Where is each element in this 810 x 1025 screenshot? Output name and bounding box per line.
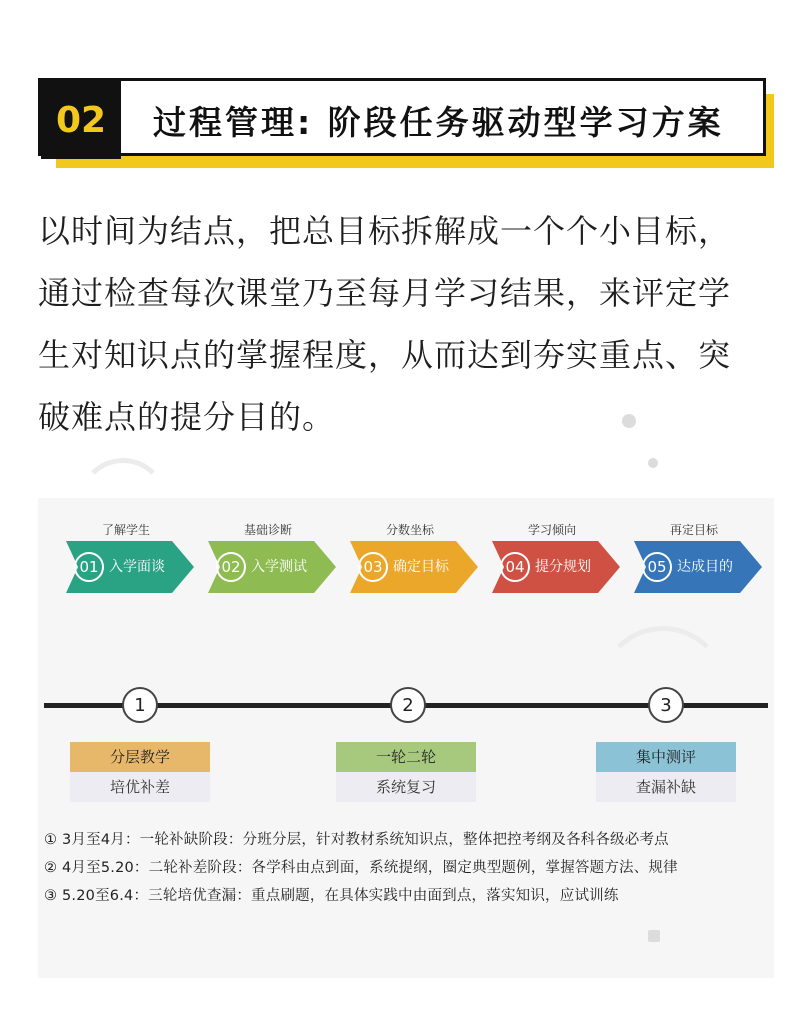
note-item: ① 3月至4月：一轮补缺阶段：分班分层，针对教材系统知识点，整体把控考纲及各科各级必考点 [44, 832, 669, 848]
decorative-dot [648, 458, 658, 468]
step-text: 入学面谈 [109, 559, 165, 575]
step-arrow [66, 541, 194, 593]
decorative-dot [648, 930, 660, 942]
step-1 [66, 522, 194, 593]
intro-line: 通过检查每次课堂乃至每月学习结果，来评定学 [38, 274, 732, 312]
step-label: 学习倾向 [527, 523, 576, 537]
intro-line: 破难点的提分目的。 [38, 398, 336, 436]
phase-subtitle: 培优补差 [70, 772, 210, 802]
step-label: 分数坐标 [385, 523, 434, 537]
header-box [38, 78, 766, 156]
step-arrow [208, 541, 336, 593]
step-text: 提分规划 [535, 559, 591, 575]
intro-paragraph [38, 200, 778, 448]
step-label: 基础诊断 [243, 523, 292, 537]
section-title: 过程管理: 阶段任务驱动型学习方案 [153, 102, 724, 142]
phase-2 [336, 742, 476, 802]
phase-1 [70, 742, 210, 802]
phase-3 [596, 742, 736, 802]
intro-line: 以时间为结点，把总目标拆解成一个个小目标， [38, 212, 732, 250]
step-arrow [350, 541, 478, 593]
step-text: 入学测试 [251, 559, 307, 575]
note-item: ③ 5.20至6.4：三轮培优查漏：重点刷题，在具体实践中由面到点，落实知识，应试训练 [44, 888, 619, 904]
step-number: 05 [642, 552, 672, 582]
timeline-marker-3: 3 [648, 687, 684, 723]
section-header [38, 78, 774, 170]
step-number: 03 [358, 552, 388, 582]
step-4 [492, 522, 620, 593]
step-5 [634, 522, 762, 593]
step-label: 再定目标 [669, 523, 718, 537]
step-3 [350, 522, 478, 593]
infographic-panel [38, 498, 774, 978]
phase-notes [44, 826, 774, 910]
step-text: 达成目的 [677, 559, 733, 575]
step-arrow [634, 541, 762, 593]
note-item: ② 4月至5.20：二轮补差阶段：各学科由点到面，系统提纲，圈定典型题例，掌握答题方法、规律 [44, 860, 678, 876]
step-number: 04 [500, 552, 530, 582]
phase-title: 分层教学 [70, 742, 210, 772]
step-arrow [492, 541, 620, 593]
step-2 [208, 522, 336, 593]
phase-title: 一轮二轮 [336, 742, 476, 772]
phase-title: 集中测评 [596, 742, 736, 772]
step-text: 确定目标 [393, 559, 449, 575]
decorative-dot [622, 414, 636, 428]
phase-subtitle: 系统复习 [336, 772, 476, 802]
timeline-marker-2: 2 [390, 687, 426, 723]
timeline-marker-1: 1 [122, 687, 158, 723]
step-number: 02 [216, 552, 246, 582]
phase-subtitle: 查漏补缺 [596, 772, 736, 802]
intro-line: 生对知识点的掌握程度，从而达到夯实重点、突 [38, 336, 732, 374]
section-number: 02 [41, 81, 121, 159]
step-label: 了解学生 [101, 523, 150, 537]
step-number: 01 [74, 552, 104, 582]
